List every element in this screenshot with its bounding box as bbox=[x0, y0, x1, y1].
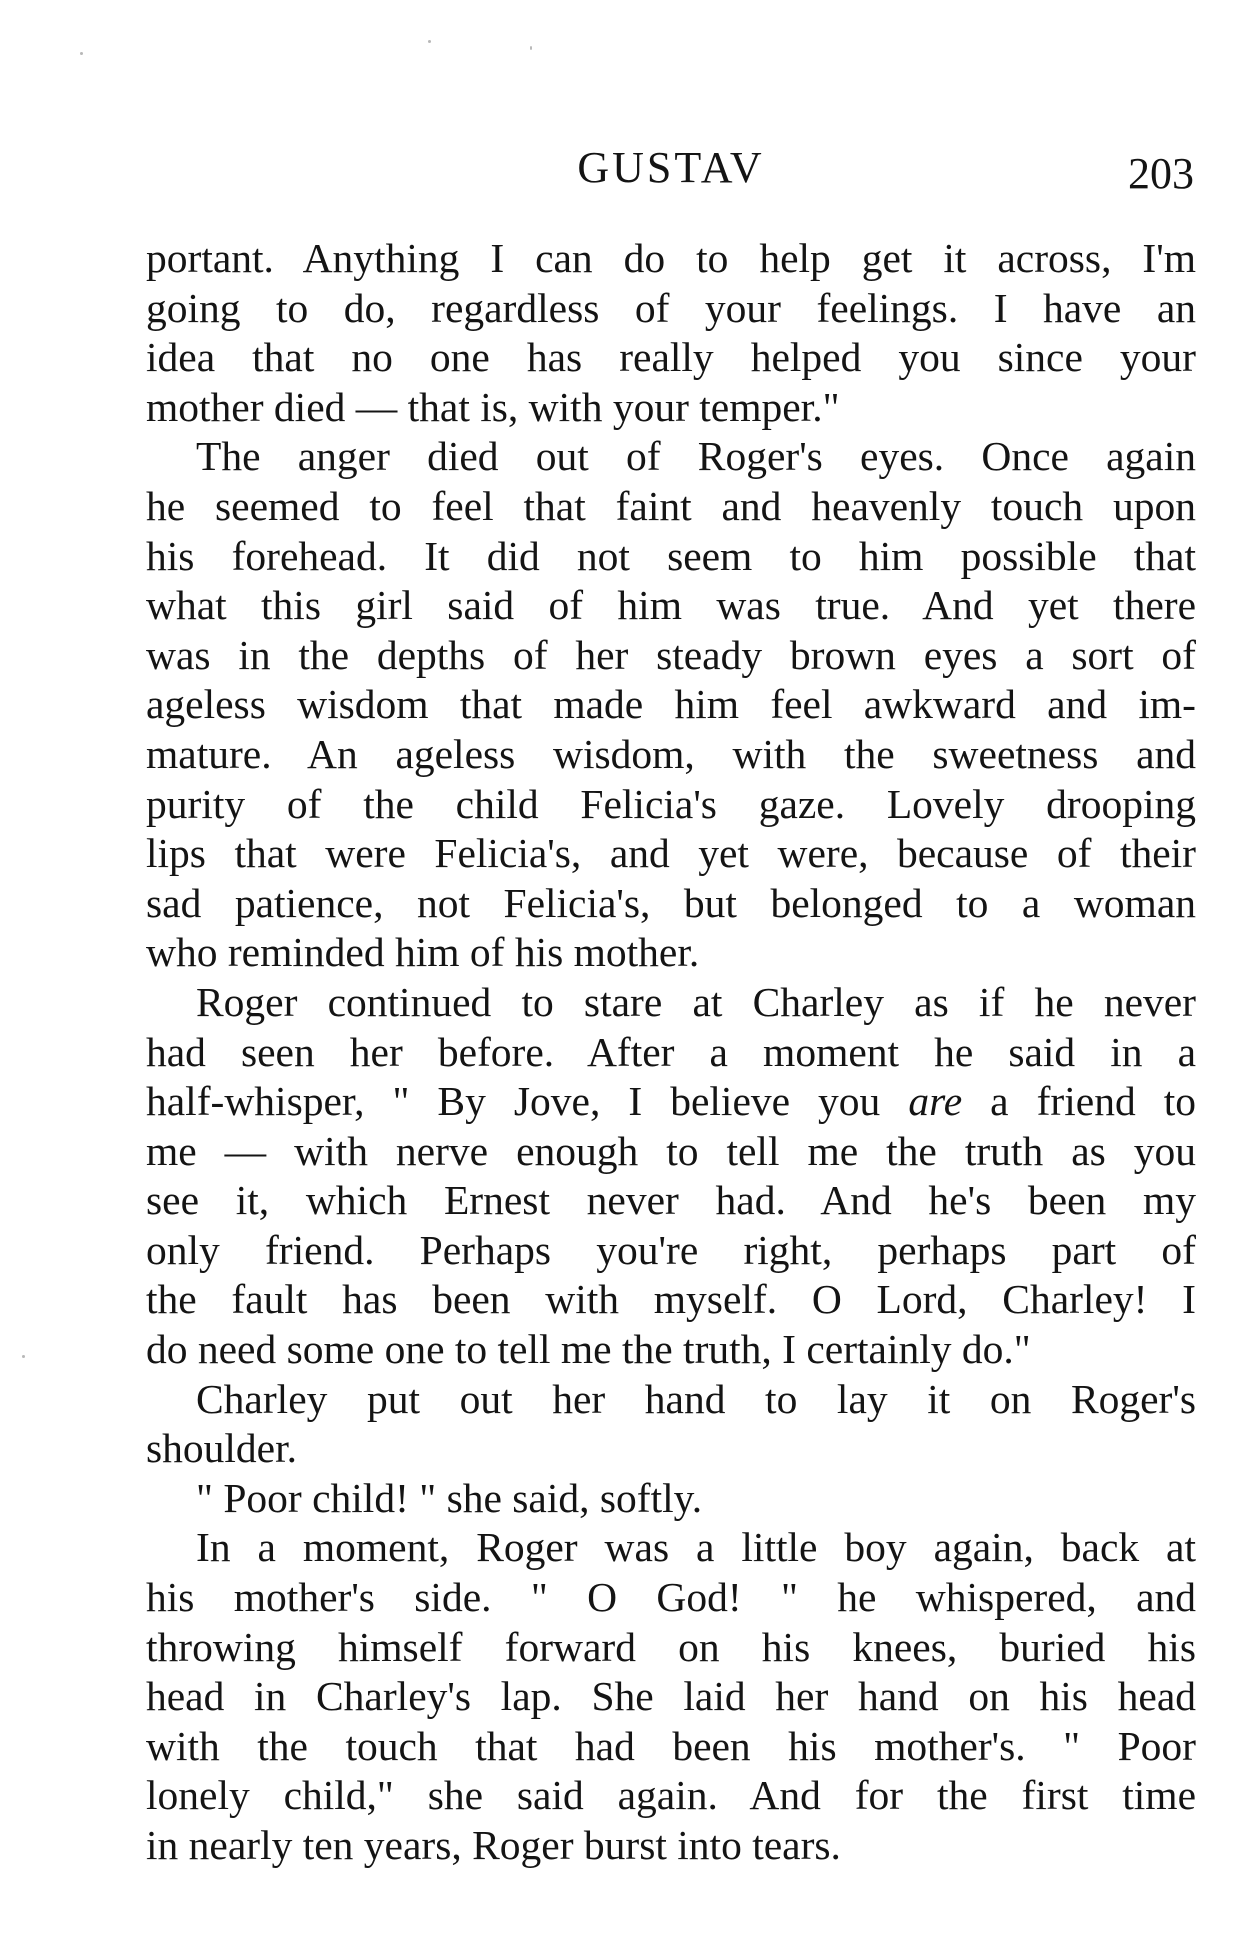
text-line: mother died — that is, with your temper." bbox=[146, 383, 840, 430]
text-line: portant. Anything I can do to help get it across, I'm bbox=[146, 235, 1196, 281]
paragraph-6 bbox=[146, 1523, 1196, 1870]
text-line-with-emphasis bbox=[146, 1077, 1196, 1127]
text-line: shoulder. bbox=[146, 1425, 298, 1472]
scan-speck bbox=[22, 1355, 25, 1358]
text-line: had seen her before. After a moment he said in a bbox=[146, 1028, 1196, 1075]
text-line: purity of the child Felicia's gaze. Lovely drooping bbox=[146, 780, 1196, 827]
text-line: idea that no one has really helped you since your bbox=[146, 334, 1196, 381]
text-line: with the touch that had been his mother's. " Poor bbox=[146, 1722, 1196, 1769]
text-line: in nearly ten years, Roger burst into tears. bbox=[146, 1822, 841, 1868]
text-line: throwing himself forward on his knees, buried his bbox=[146, 1623, 1196, 1670]
text-line: In a moment, Roger was a little boy again, back at bbox=[196, 1524, 1196, 1571]
text-line: ageless wisdom that made him feel awkward and im- bbox=[146, 681, 1196, 728]
text-line: Roger continued to stare at Charley as if he never bbox=[196, 978, 1196, 1025]
text-line: his forehead. It did not seem to him possible that bbox=[146, 532, 1196, 579]
paragraph-2 bbox=[146, 432, 1196, 978]
text-line: lips that were Felicia's, and yet were, because of their bbox=[146, 830, 1196, 877]
text-line: what this girl said of him was true. And yet there bbox=[146, 582, 1196, 629]
text-line: going to do, regardless of your feelings. I have an bbox=[146, 284, 1196, 331]
text-line: head in Charley's lap. She laid her hand on his head bbox=[146, 1673, 1196, 1720]
text-line: me — with nerve enough to tell me the truth as you bbox=[146, 1127, 1196, 1174]
text-line: see it, which Ernest never had. And he's been my bbox=[146, 1177, 1196, 1224]
text-line: The anger died out of Roger's eyes. Once again bbox=[196, 433, 1196, 480]
text-fragment: a friend to bbox=[990, 1078, 1196, 1125]
scan-speck bbox=[530, 46, 532, 50]
running-head: GUSTAV bbox=[577, 143, 765, 192]
text-line: his mother's side. " O God! " he whispered, and bbox=[146, 1574, 1196, 1621]
text-line: Charley put out her hand to lay it on Roger's bbox=[196, 1375, 1196, 1422]
paragraph-5 bbox=[146, 1474, 1196, 1524]
text-line: he seemed to feel that faint and heavenly touch upon bbox=[146, 482, 1196, 529]
text-line: the fault has been with myself. O Lord, Charley! I bbox=[146, 1276, 1196, 1323]
text-line: do need some one to tell me the truth, I certainly do." bbox=[146, 1326, 1031, 1373]
paragraph-4 bbox=[146, 1375, 1196, 1474]
text-fragment: half-whisper, " By Jove, I believe you bbox=[146, 1078, 881, 1125]
scan-speck bbox=[428, 40, 431, 43]
paragraph-1 bbox=[146, 234, 1196, 432]
italic-word: are bbox=[908, 1078, 963, 1125]
text-line: sad patience, not Felicia's, but belonged to a woman bbox=[146, 879, 1196, 926]
text-line: mature. An ageless wisdom, with the sweetness and bbox=[146, 730, 1196, 777]
paragraph-3 bbox=[146, 978, 1196, 1375]
body-text bbox=[146, 234, 1196, 1871]
text-line: only friend. Perhaps you're right, perhaps part of bbox=[146, 1226, 1196, 1273]
text-line: was in the depths of her steady brown eyes a sort of bbox=[146, 631, 1196, 678]
page-header bbox=[148, 138, 1194, 198]
text-line: " Poor child! " she said, softly. bbox=[196, 1474, 703, 1521]
text-line: who reminded him of his mother. bbox=[146, 929, 700, 976]
page-number: 203 bbox=[1128, 149, 1194, 198]
text-line: lonely child," she said again. And for the first time bbox=[146, 1772, 1196, 1819]
scan-speck bbox=[80, 52, 83, 55]
